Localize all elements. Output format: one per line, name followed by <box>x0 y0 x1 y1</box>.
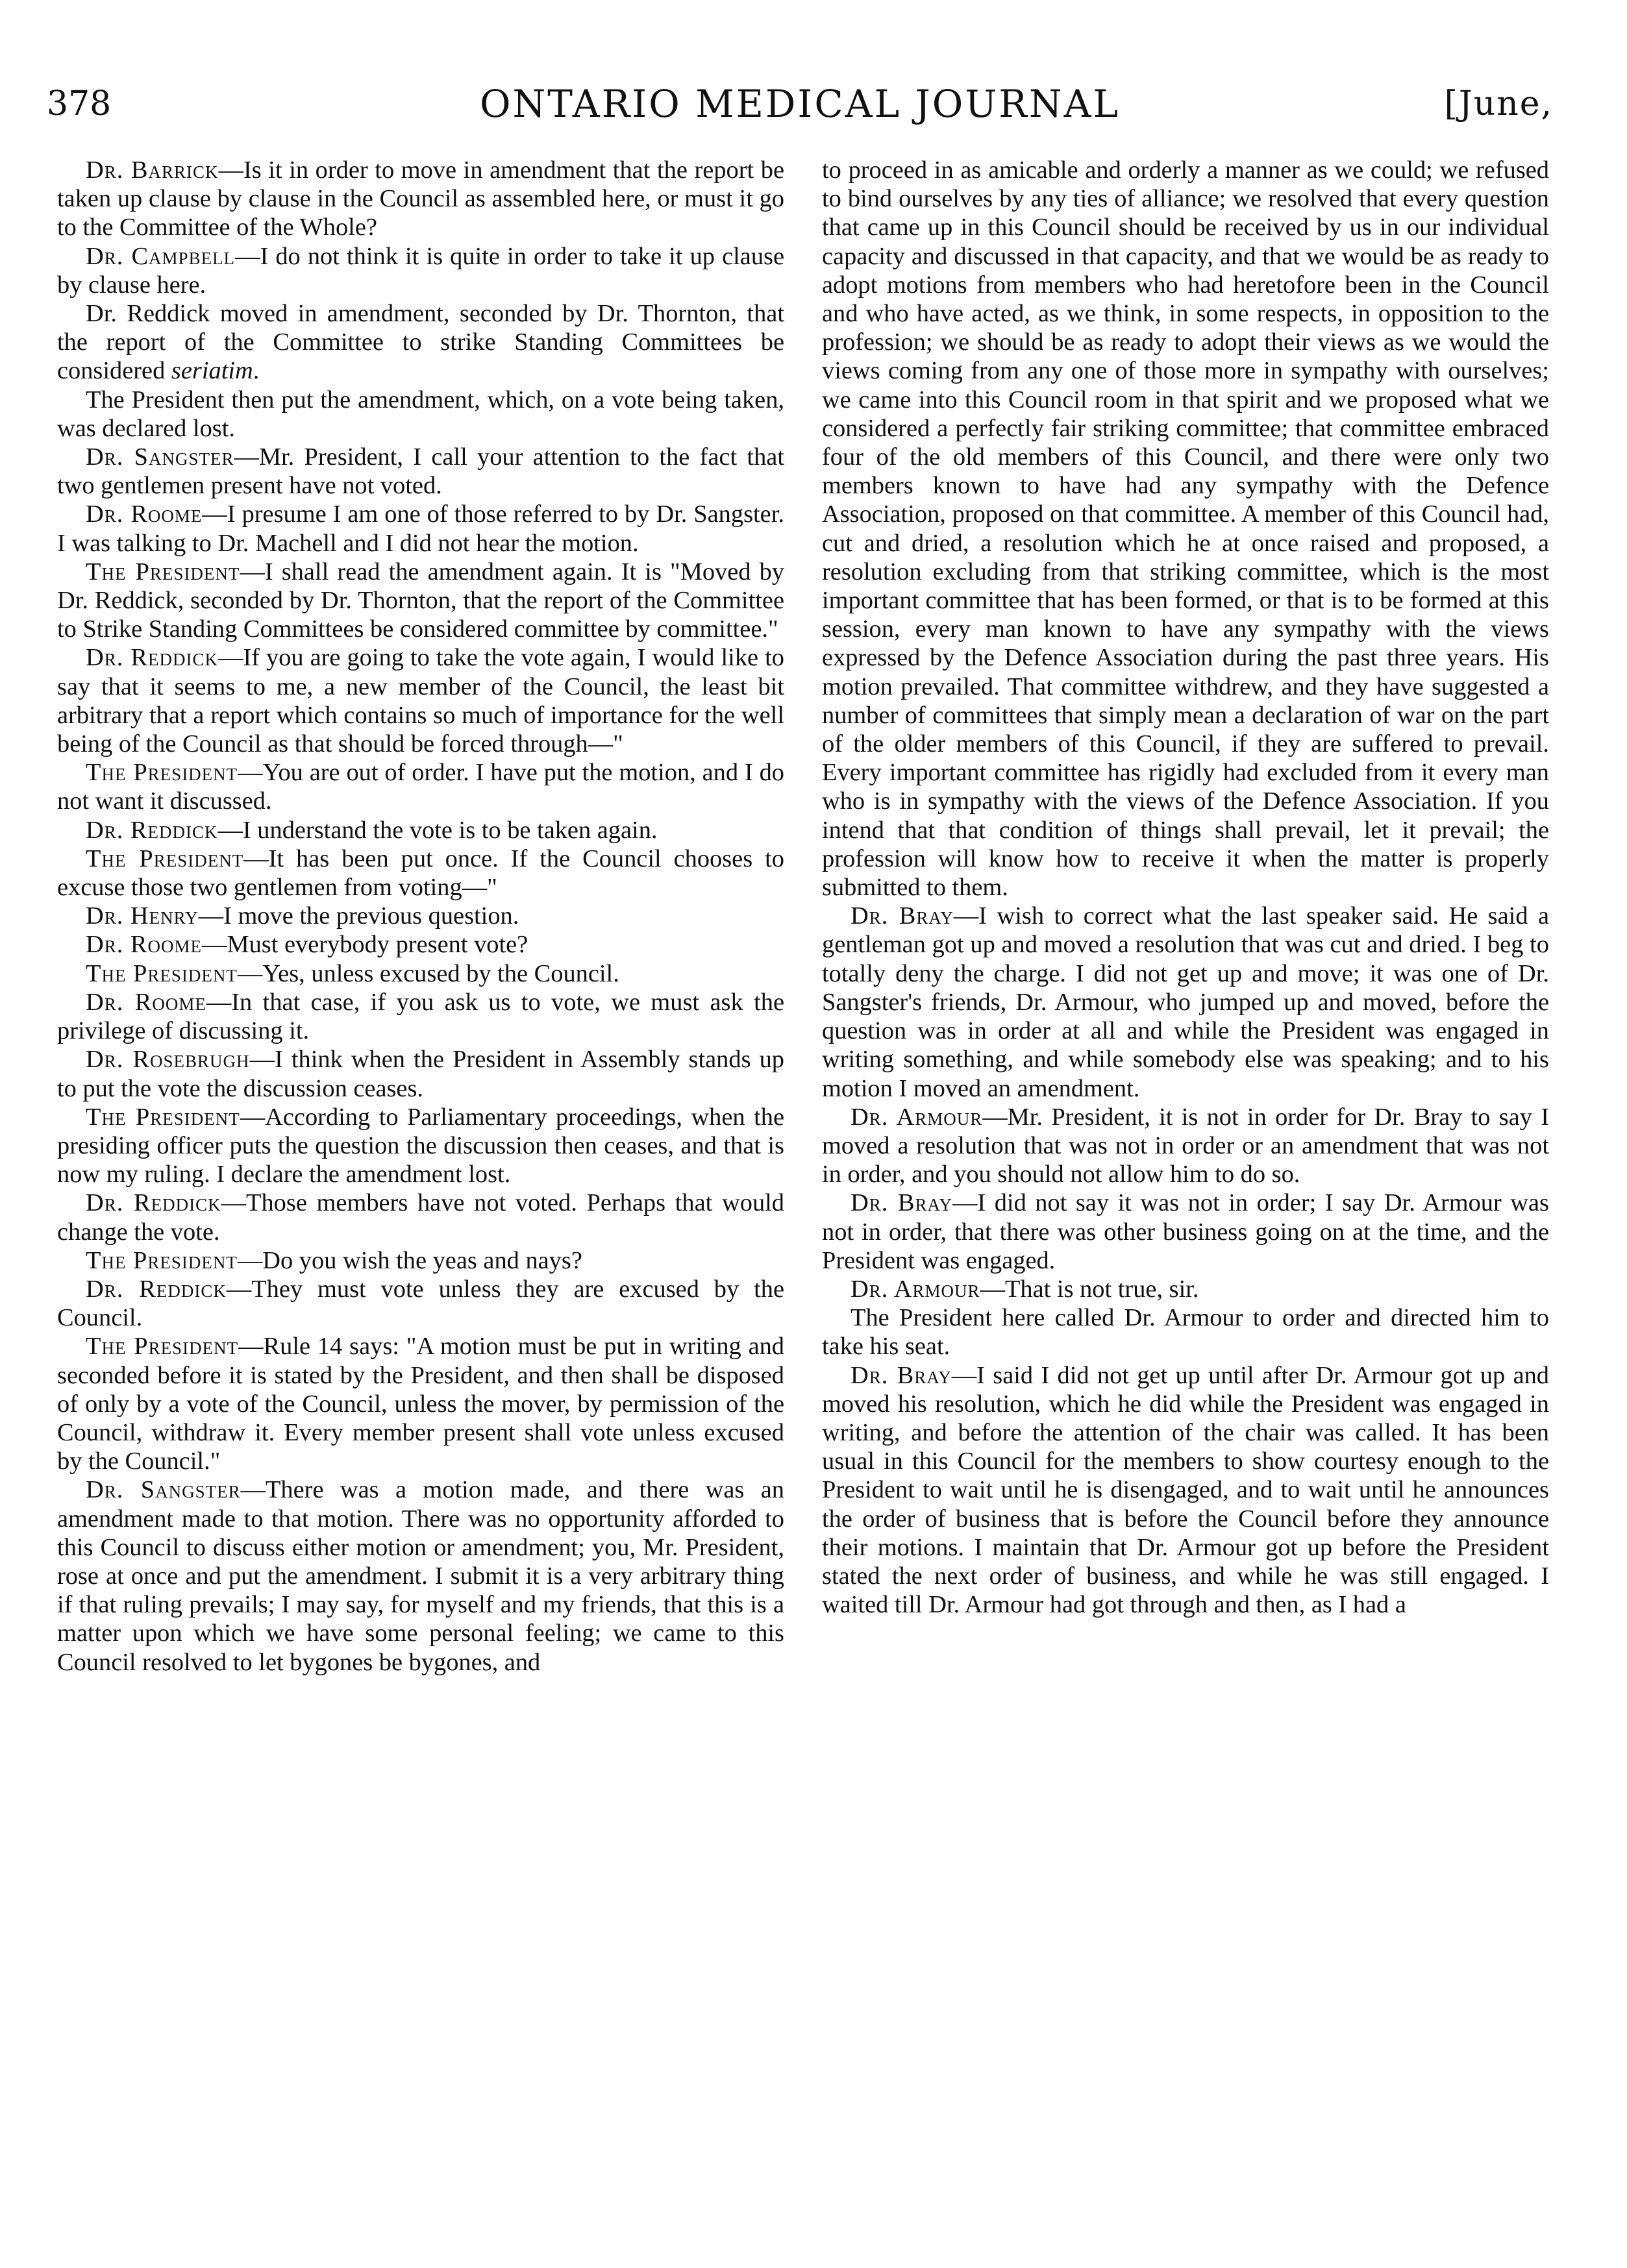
paragraph <box>57 1475 784 1676</box>
speaker-name: Dr. Rosebrugh <box>86 1046 250 1074</box>
paragraph <box>57 299 784 386</box>
speaker-name: Dr. Armour <box>851 1103 983 1131</box>
paragraph-text: —Mr. President, I call your attention to the fact that two gentlemen present have not voted. <box>57 443 784 500</box>
paragraph-text: —There was a motion made, and there was an amendment made to that motion. There was no opportunity afforded to this Council to discuss either motion or amendment; you, Mr. President, rose at once and put the amendment. I submit it is a very arbitrary thing if that ruling prevails; I may say, for myself and my friends, that this is a matter upon which we have some personal feeling; we came to this Council resolved to let bygones be bygones, and <box>57 1476 784 1676</box>
paragraph-text: The President then put the amendment, which, on a vote being taken, was declared lost. <box>57 386 784 442</box>
paragraph-text: —You are out of order. I have put the motion, and I do not want it discussed. <box>57 759 784 815</box>
paragraph-text: —If you are going to take the vote again, I would like to say that it seems to me, a new member of the Council, the least bit arbitrary that a report which contains so much of importance for the well being of the Council as that should be forced through—" <box>57 644 784 758</box>
paragraph <box>57 1045 784 1102</box>
speaker-name: The President <box>86 1333 239 1361</box>
speaker-name: Dr. Bray <box>851 1189 952 1217</box>
left-column <box>57 156 784 2233</box>
paragraph <box>57 930 784 959</box>
right-column <box>822 156 1549 2233</box>
paragraph-text: —Rule 14 says: "A motion must be put in writing and seconded before it is stated by the President, and then shall be disposed of only by a vote of the Council, unless the mover, by permission of the Council, withdraw it. Every member present shall vote unless excused by the Council." <box>57 1333 784 1475</box>
speaker-name: The President <box>86 558 240 585</box>
paragraph <box>57 902 784 930</box>
paragraph <box>57 558 784 644</box>
speaker-name: Dr. Roome <box>86 500 203 528</box>
paragraph <box>57 156 784 242</box>
paragraph <box>822 1303 1549 1361</box>
paragraph <box>57 1275 784 1332</box>
speaker-name: Dr. Armour <box>851 1275 980 1303</box>
paragraph-text: Dr. Reddick moved in amendment, seconded by Dr. Thornton, that the report of the Committee to strike Standing Committees be considered <box>57 300 784 385</box>
italic-term: seriatim <box>171 357 253 385</box>
paragraph-text: —I wish to correct what the last speaker said. He said a gentleman got up and moved a resolution that was cut and dried. I beg to totally deny the charge. I did not get up and move; it was one of Dr. Sangster's friends, Dr. Armour, who jumped up and moved, before the question was in order at all and while the President was engaged in writing something, and while somebody else was speaking; and to his motion I moved an amendment. <box>822 902 1549 1102</box>
speaker-name: Dr. Henry <box>86 902 199 930</box>
page-number: 378 <box>47 84 112 123</box>
paragraph-text: —Those members have not voted. Perhaps that would change the vote. <box>57 1189 784 1246</box>
speaker-name: Dr. Reddick <box>86 816 218 844</box>
speaker-name: The President <box>86 959 238 987</box>
paragraph-text: —They must vote unless they are excused by the Council. <box>57 1275 784 1332</box>
paragraph-text: —I said I did not get up until after Dr. Armour got up and moved his resolution, which he did while the President was engaged in writing, and before the attention of the chair was called. It has been usual in this Council for the members to show courtesy enough to the President to wait until he is disengaged, and to wait until he announces the order of business that is before the Council before they announce their motions. I maintain that Dr. Armour got up before the President stated the next order of business, and while he was still engaged. I waited till Dr. Armour had got through and then, as I had a <box>822 1361 1549 1619</box>
paragraph-text: —I understand the vote is to be taken again. <box>217 816 658 844</box>
paragraph-text: to proceed in as amicable and orderly a manner as we could; we refused to bind ourselves by any ties of alliance; we resolved that every question that came up in this Council should be received by us in our individual capacity and discussed in that capacity, and that we would be as ready to adopt motions from members who had heretofore been in the Council and who have acted, as we think, in some respects, in opposition to the profession; we should be as ready to adopt their views as we would the views coming from any one of those more in sympathy with ourselves; we came into this Council room in that spirit and we proposed what we considered a perfectly fair striking committee; that committee embraced four of the old members of this Council, and there were only two members known to have had any sympathy with the Defence Association, proposed on that committee. A member of this Council had, cut and dried, a resolution which he at once raised and proposed, a resolution excluding from that striking committee, which is the most important committee that has been formed, or that is to be formed at this session, every man known to have any sympathy with the views expressed by the Defence Association during the past three years. His motion prevailed. That committee withdrew, and they have suggested a number of committees that simply mean a declaration of war on the part of the older members of this Council, if they are suffered to prevail. Every important committee has rigidly had excluded from it every man who is in sympathy with the views of the Defence Association. If you intend that that condition of things shall prevail, let it prevail; the profession will know how to receive it when the matter is properly submitted to them. <box>822 156 1549 902</box>
paragraph <box>822 902 1549 1102</box>
speaker-name: Dr. Reddick <box>86 1275 227 1303</box>
speaker-name: The President <box>86 759 238 787</box>
speaker-name: The President <box>86 844 244 872</box>
speaker-name: Dr. Bray <box>851 902 954 930</box>
paragraph <box>57 500 784 557</box>
paragraph-text: —I think when the President in Assembly stands up to put the vote the discussion ceases. <box>57 1046 784 1102</box>
paragraph-text: —In that case, if you ask us to vote, we must ask the privilege of discussing it. <box>57 988 784 1045</box>
speaker-name: Dr. Barrick <box>86 156 219 184</box>
paragraph <box>57 386 784 443</box>
paragraph <box>57 959 784 988</box>
paragraph <box>57 1103 784 1189</box>
paragraph <box>57 1189 784 1246</box>
issue-month: [June, <box>1444 84 1553 123</box>
paragraph-text: —According to Parliamentary proceedings, when the presiding officer puts the question the discussion then ceases, and that is now my ruling. I declare the amendment lost. <box>57 1103 784 1189</box>
paragraph-text: —Is it in order to move in amendment that the report be taken up clause by clause in the Council as assembled here, or must it go to the Committee of the Whole? <box>57 156 784 241</box>
speaker-name: Dr. Roome <box>86 988 206 1016</box>
paragraph <box>57 988 784 1045</box>
paragraph-text: —Must everybody present vote? <box>202 931 528 959</box>
paragraph-text: The President here called Dr. Armour to order and directed him to take his seat. <box>822 1304 1549 1361</box>
paragraph-text: —I move the previous question. <box>198 902 519 930</box>
paragraph-text-tail: . <box>253 357 260 385</box>
speaker-name: Dr. Campbell <box>86 242 236 270</box>
paragraph-text: —Mr. President, it is not in order for Dr. Bray to say I moved a resolution that was not in order or an amendment that was not in order, and you should not allow him to do so. <box>822 1103 1549 1189</box>
paragraph <box>822 1361 1549 1620</box>
paragraph <box>822 1189 1549 1275</box>
speaker-name: Dr. Roome <box>86 931 203 959</box>
speaker-name: Dr. Sangster <box>86 443 234 471</box>
paragraph <box>822 1103 1549 1189</box>
paragraph <box>57 242 784 299</box>
speaker-name: Dr. Sangster <box>86 1476 241 1504</box>
speaker-name: Dr. Reddick <box>86 1189 221 1217</box>
speaker-name: Dr. Bray <box>851 1361 952 1389</box>
paragraph <box>822 156 1549 902</box>
paragraph-text: —It has been put once. If the Council chooses to excuse those two gentlemen from voting—" <box>57 844 784 902</box>
paragraph-text: —I presume I am one of those referred to by Dr. Sangster. I was talking to Dr. Machell and I did not hear the motion. <box>57 500 784 557</box>
paragraph <box>57 758 784 815</box>
paragraph <box>57 1246 784 1275</box>
speaker-name: The President <box>86 1103 240 1131</box>
paragraph <box>822 1275 1549 1303</box>
paragraph <box>57 643 784 758</box>
journal-title: ONTARIO MEDICAL JOURNAL <box>479 82 1121 126</box>
paragraph <box>57 816 784 844</box>
paragraph-text: —I shall read the amendment again. It is "Moved by Dr. Reddick, seconded by Dr. Thornton, that the report of the Committee to Strike Standing Committees be considered committee by committee." <box>57 558 784 643</box>
paragraph <box>57 443 784 500</box>
paragraph <box>57 844 784 902</box>
paragraph-text: —I do not think it is quite in order to take it up clause by clause here. <box>57 242 784 299</box>
paragraph-text: —I did not say it was not in order; I say Dr. Armour was not in order, that there was other business going on at the time, and the President was engaged. <box>822 1189 1549 1274</box>
paragraph-text: —Do you wish the yeas and nays? <box>237 1246 582 1274</box>
paragraph <box>57 1332 784 1475</box>
speaker-name: Dr. Reddick <box>86 644 218 672</box>
speaker-name: The President <box>86 1246 238 1274</box>
paragraph-text: —That is not true, sir. <box>980 1275 1199 1303</box>
paragraph-text: —Yes, unless excused by the Council. <box>237 959 619 987</box>
running-header <box>47 78 1553 130</box>
